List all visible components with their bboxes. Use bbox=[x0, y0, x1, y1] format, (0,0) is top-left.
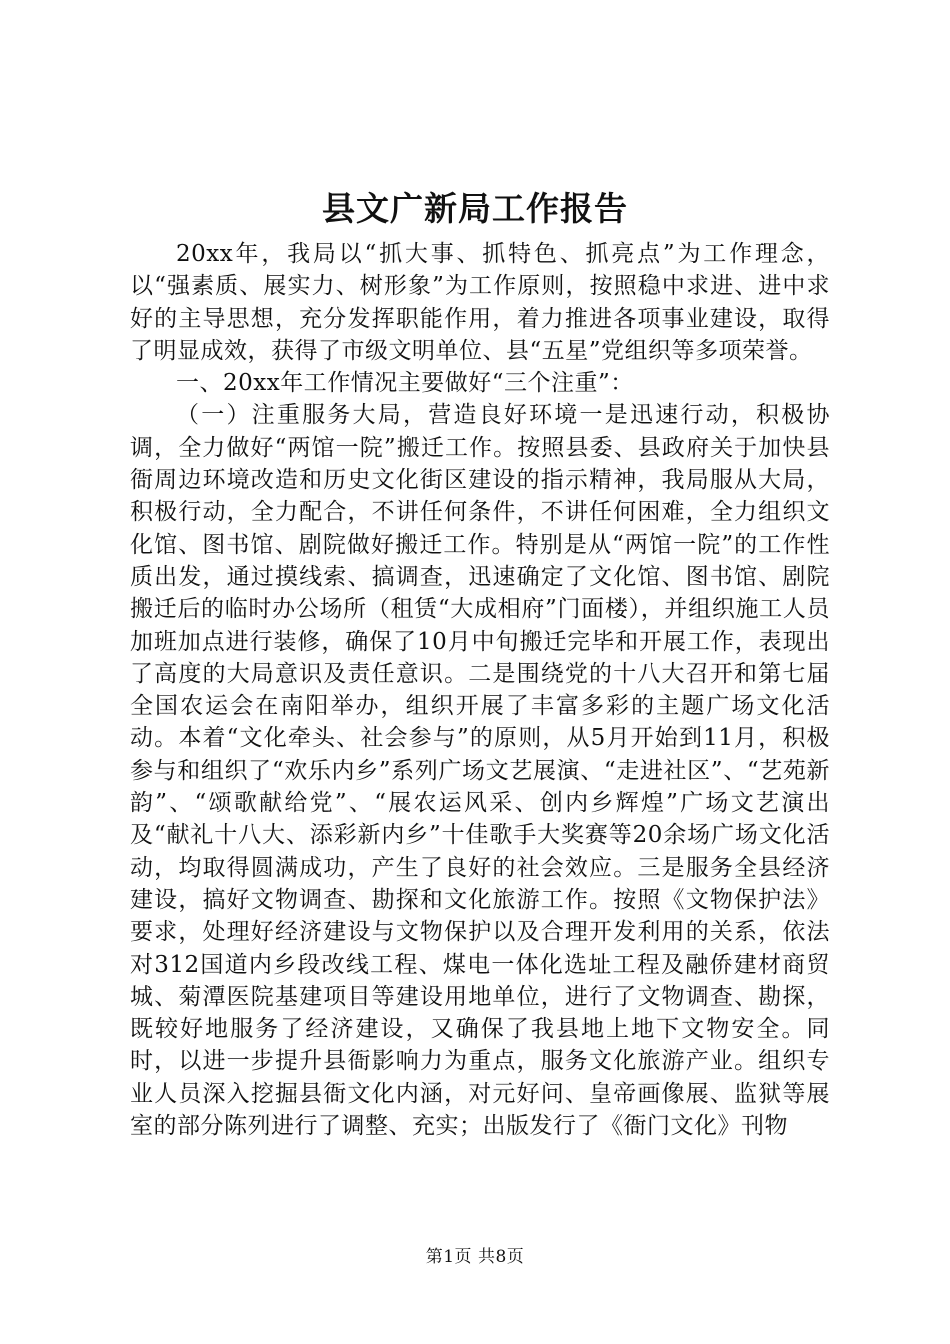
section-heading: 一、20xx年工作情况主要做好“三个注重”： bbox=[176, 370, 634, 397]
document-title: 县文广新局工作报告 bbox=[322, 189, 628, 228]
document-body bbox=[130, 238, 830, 1142]
section-paragraph: （一）注重服务大局，营造良好环境一是迅速行动，积极协调，全力做好“两馆一院”搬迁工作。按照县委、县政府关于加快县衙周边环境改造和历史文化街区建设的指示精神，我局服从大局，积极行动，全力配合，不讲任何条件，不讲任何困难，全力组织文化馆、图书馆、剧院做好搬迁工作。特别是从“两馆一院”的工作性质出发，通过摸线索、搞调查，迅速确定了文化馆、图书馆、剧院搬迁后的临时办公场所（租赁“大成相府”门面楼），并组织施工人员加班加点进行装修，确保了10月中旬搬迁完毕和开展工作，表现出了高度的大局意识及责任意识。二是围绕党的十八大召开和第七届全国农运会在南阳举办，组织开展了丰富多彩的主题广场文化活动。本着“文化牵头、社会参与”的原则，从5月开始到11月，积极参与和组织了“欢乐内乡”系列广场文艺展演、“走进社区”、“艺苑新韵”、“颂歌献给党”、“展农运风采、创内乡辉煌”广场文艺演出及“献礼十八大、添彩新内乡”十佳歌手大奖赛等20余场广场文化活动，均取得圆满成功，产生了良好的社会效应。三是服务全县经济建设，搞好文物调查、勘探和文化旅游工作。按照《文物保护法》要求，处理好经济建设与文物保护以及合理开发利用的关系，依法对312国道内乡段改线工程、煤电一体化选址工程及融侨建材商贸城、菊潭医院基建项目等建设用地单位，进行了文物调查、勘探，既较好地服务了经济建设，又确保了我县地上地下文物安全。同时，以进一步提升县衙影响力为重点，服务文化旅游产业。组织专业人员深入挖掘县衙文化内涵，对元好问、皇帝画像展、监狱等展室的部分陈列进行了调整、充实；出版发行了《衙门文化》刊物 bbox=[130, 402, 830, 1140]
page-footer: 第1页 共8页 bbox=[425, 1247, 525, 1267]
intro-paragraph: 20xx年，我局以“抓大事、抓特色、抓亮点”为工作理念，以“强素质、展实力、树形象”为工作原则，按照稳中求进、进中求好的主导思想，充分发挥职能作用，着力推进各项事业建设，取得了明显成效，获得了市级文明单位、县“五星”党组织等多项荣誉。 bbox=[130, 241, 830, 364]
